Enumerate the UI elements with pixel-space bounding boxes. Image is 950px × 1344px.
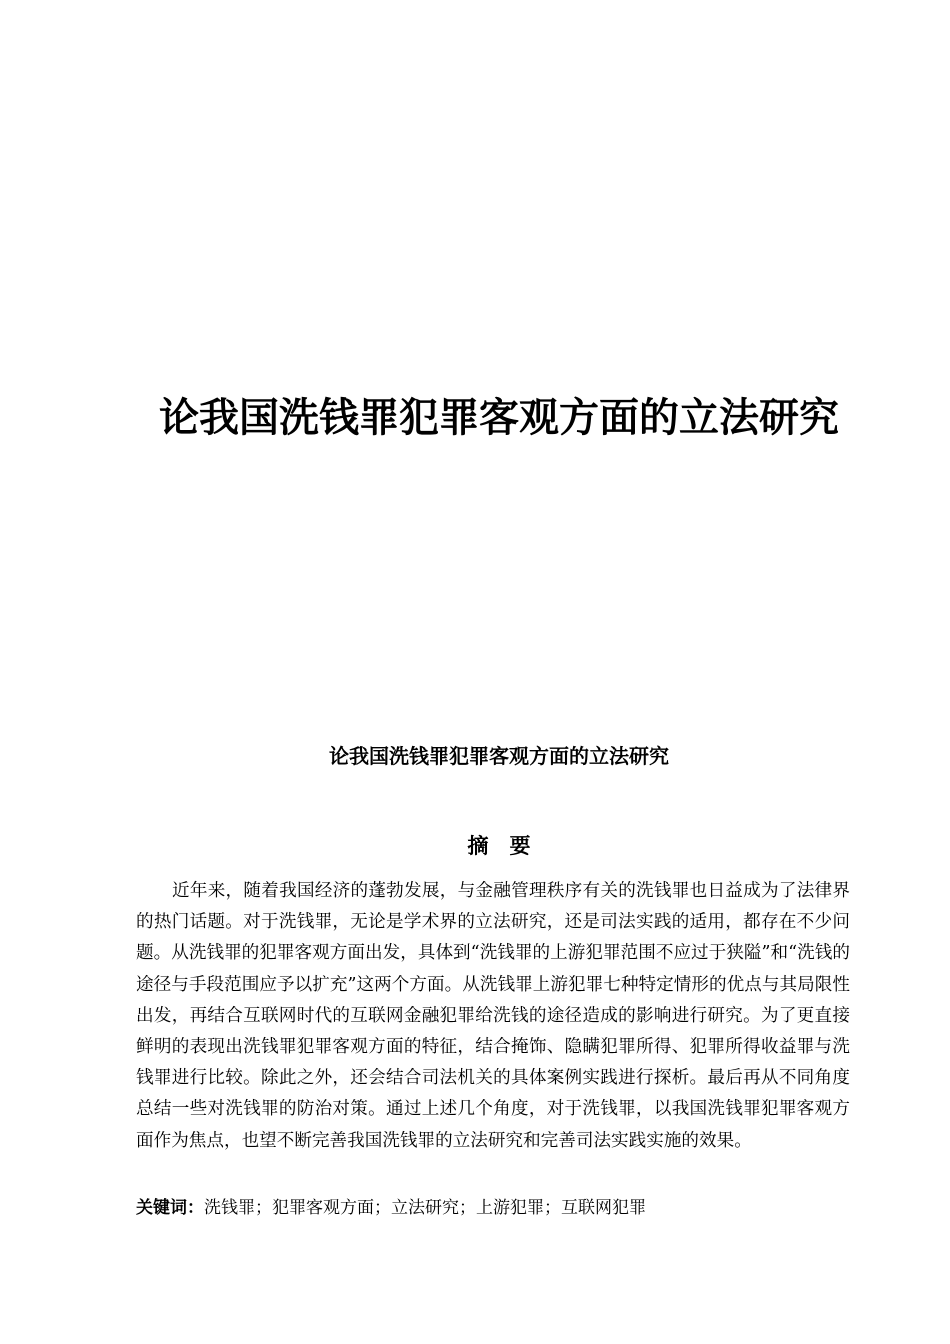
cover-title: 论我国洗钱罪犯罪客观方面的立法研究 — [159, 394, 839, 441]
keywords-line — [136, 1194, 850, 1222]
abstract-heading: 摘 要 — [467, 833, 531, 858]
abstract-paragraph: 近年来，随着我国经济的蓬勃发展，与金融管理秩序有关的洗钱罪也日益成为了法律界的热门话题。对于洗钱罪，无论是学术界的立法研究，还是司法实践的适用，都存在不少问题。从洗钱罪的犯罪客观方面出发，具体到“洗钱罪的上游犯罪范围不应过于狭隘”和“洗钱的途径与手段范围应予以扩充”这两个方面。从洗钱罪上游犯罪七种特定情形的优点与其局限性出发，再结合互联网时代的互联网金融犯罪给洗钱的途径造成的影响进行研究。为了更直接鲜明的表现出洗钱罪犯罪客观方面的特征，结合掩饰、隐瞒犯罪所得、犯罪所得收益罪与洗钱罪进行比较。除此之外，还会结合司法机关的具体案例实践进行探析。最后再从不同角度总结一些对洗钱罪的防治对策。通过上述几个角度，对于洗钱罪，以我国洗钱罪犯罪客观方面作为焦点，也望不断完善我国洗钱罪的立法研究和完善司法实践实施的效果。 — [136, 881, 850, 1151]
keywords-value: 洗钱罪；犯罪客观方面；立法研究；上游犯罪；互联网犯罪 — [204, 1198, 646, 1218]
document-title: 论我国洗钱罪犯罪客观方面的立法研究 — [329, 744, 669, 768]
keywords-label: 关键词： — [136, 1198, 204, 1218]
